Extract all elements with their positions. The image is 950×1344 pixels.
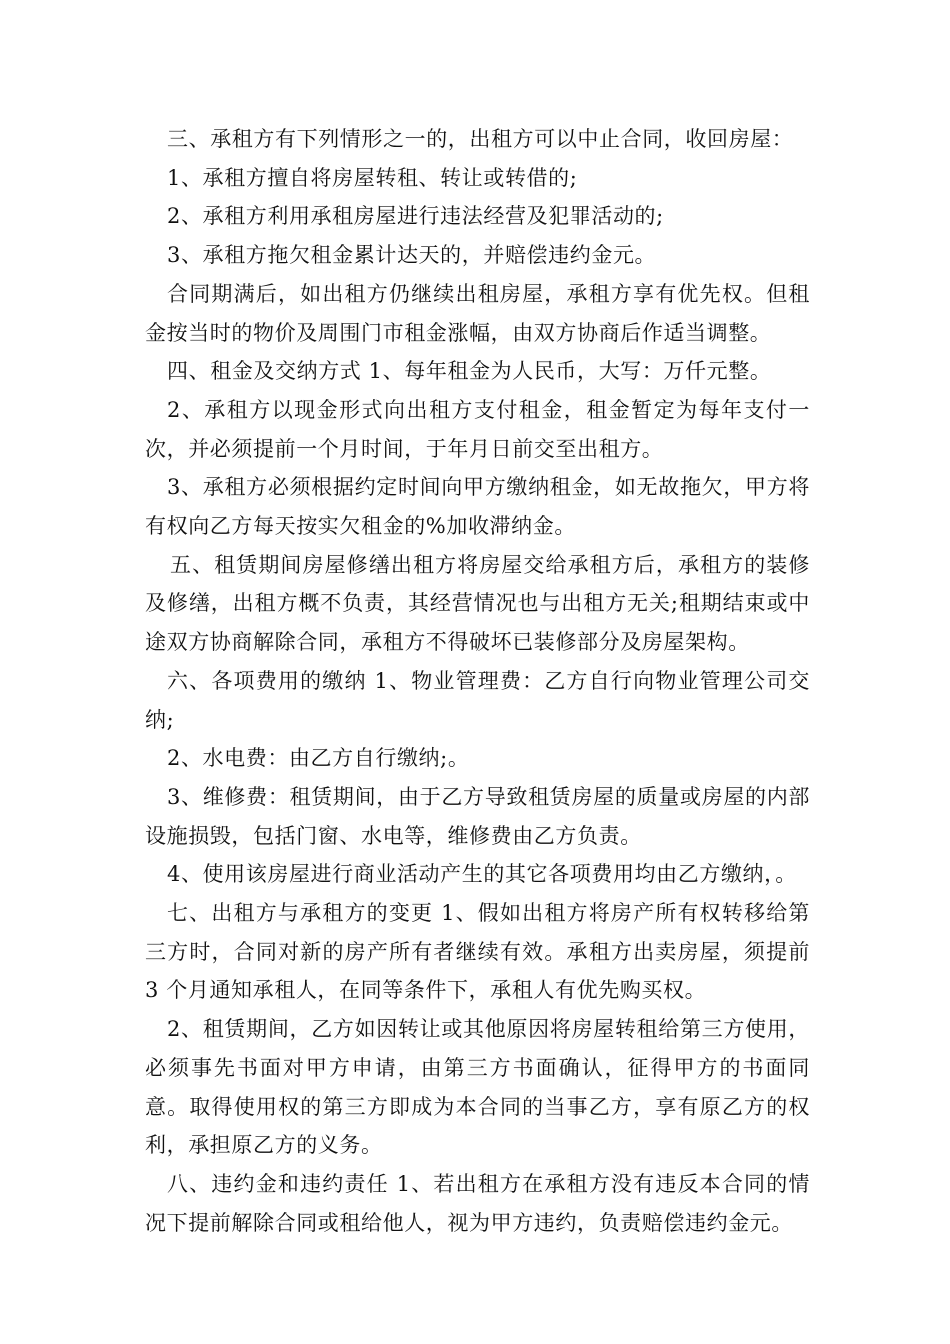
- clause-6-item-2: 2、水电费：由乙方自行缴纳;。: [167, 746, 470, 771]
- clause-7-heading: 七、出租方与承租方的变更 1、假如出租方将房产所有权转移给第三方时，合同对新的房产所有者继续有效。承租方出卖房屋，须提前 3 个月通知承租人，在同等条件下，承租人有优先购买权。: [145, 901, 810, 1003]
- clause-3-item-2: 2、承租方利用承租房屋进行违法经营及犯罪活动的;: [167, 204, 664, 229]
- clause-6-heading: 六、各项费用的缴纳 1、物业管理费：乙方自行向物业管理公司交纳;: [145, 668, 810, 732]
- contract-text: [145, 120, 810, 1242]
- clause-8-heading: 八、违约金和违约责任 1、若出租方在承租方没有违反本合同的情况下提前解除合同或租给他人，视为甲方违约，负责赔偿违约金元。: [145, 1171, 810, 1235]
- clause-7-item-2: 2、租赁期间，乙方如因转让或其他原因将房屋转租给第三方使用，必须事先书面对甲方申请，由第三方书面确认，征得甲方的书面同意。取得使用权的第三方即成为本合同的当事乙方，享有原乙方的权利，承担原乙方的义务。: [145, 1017, 810, 1158]
- clause-4-item-3: 3、承租方必须根据约定时间向甲方缴纳租金，如无故拖欠，甲方将有权向乙方每天按实欠租金的%加收滞纳金。: [145, 475, 810, 539]
- clause-4-item-2: 2、承租方以现金形式向出租方支付租金，租金暂定为每年支付一次，并必须提前一个月时间，于年月日前交至出租方。: [145, 397, 810, 461]
- clause-3-heading: 三、承租方有下列情形之一的，出租方可以中止合同，收回房屋：: [167, 127, 794, 151]
- renewal-paragraph: 合同期满后，如出租方仍继续出租房屋，承租方享有优先权。但租金按当时的物价及周围门市租金涨幅，由双方协商后作适当调整。: [145, 281, 810, 345]
- clause-5-paragraph: 五、租赁期间房屋修缮出租方将房屋交给承租方后，承租方的装修及修缮，出租方概不负责，其经营情况也与出租方无关;租期结束或中途双方协商解除合同，承租方不得破坏已装修部分及房屋架构。: [145, 552, 810, 655]
- clause-4-heading: 四、租金及交纳方式 1、每年租金为人民币，大写：万仟元整。: [167, 359, 772, 384]
- clause-3-item-3: 3、承租方拖欠租金累计达天的，并赔偿违约金元。: [167, 243, 657, 268]
- clause-6-item-3: 3、维修费：租赁期间，由于乙方导致租赁房屋的质量或房屋的内部设施损毁，包括门窗、水电等，维修费由乙方负责。: [145, 784, 810, 848]
- clause-6-item-4: 4、使用该房屋进行商业活动产生的其它各项费用均由乙方缴纳，。: [167, 862, 797, 887]
- clause-3-item-1: 1、承租方擅自将房屋转租、转让或转借的;: [167, 165, 578, 190]
